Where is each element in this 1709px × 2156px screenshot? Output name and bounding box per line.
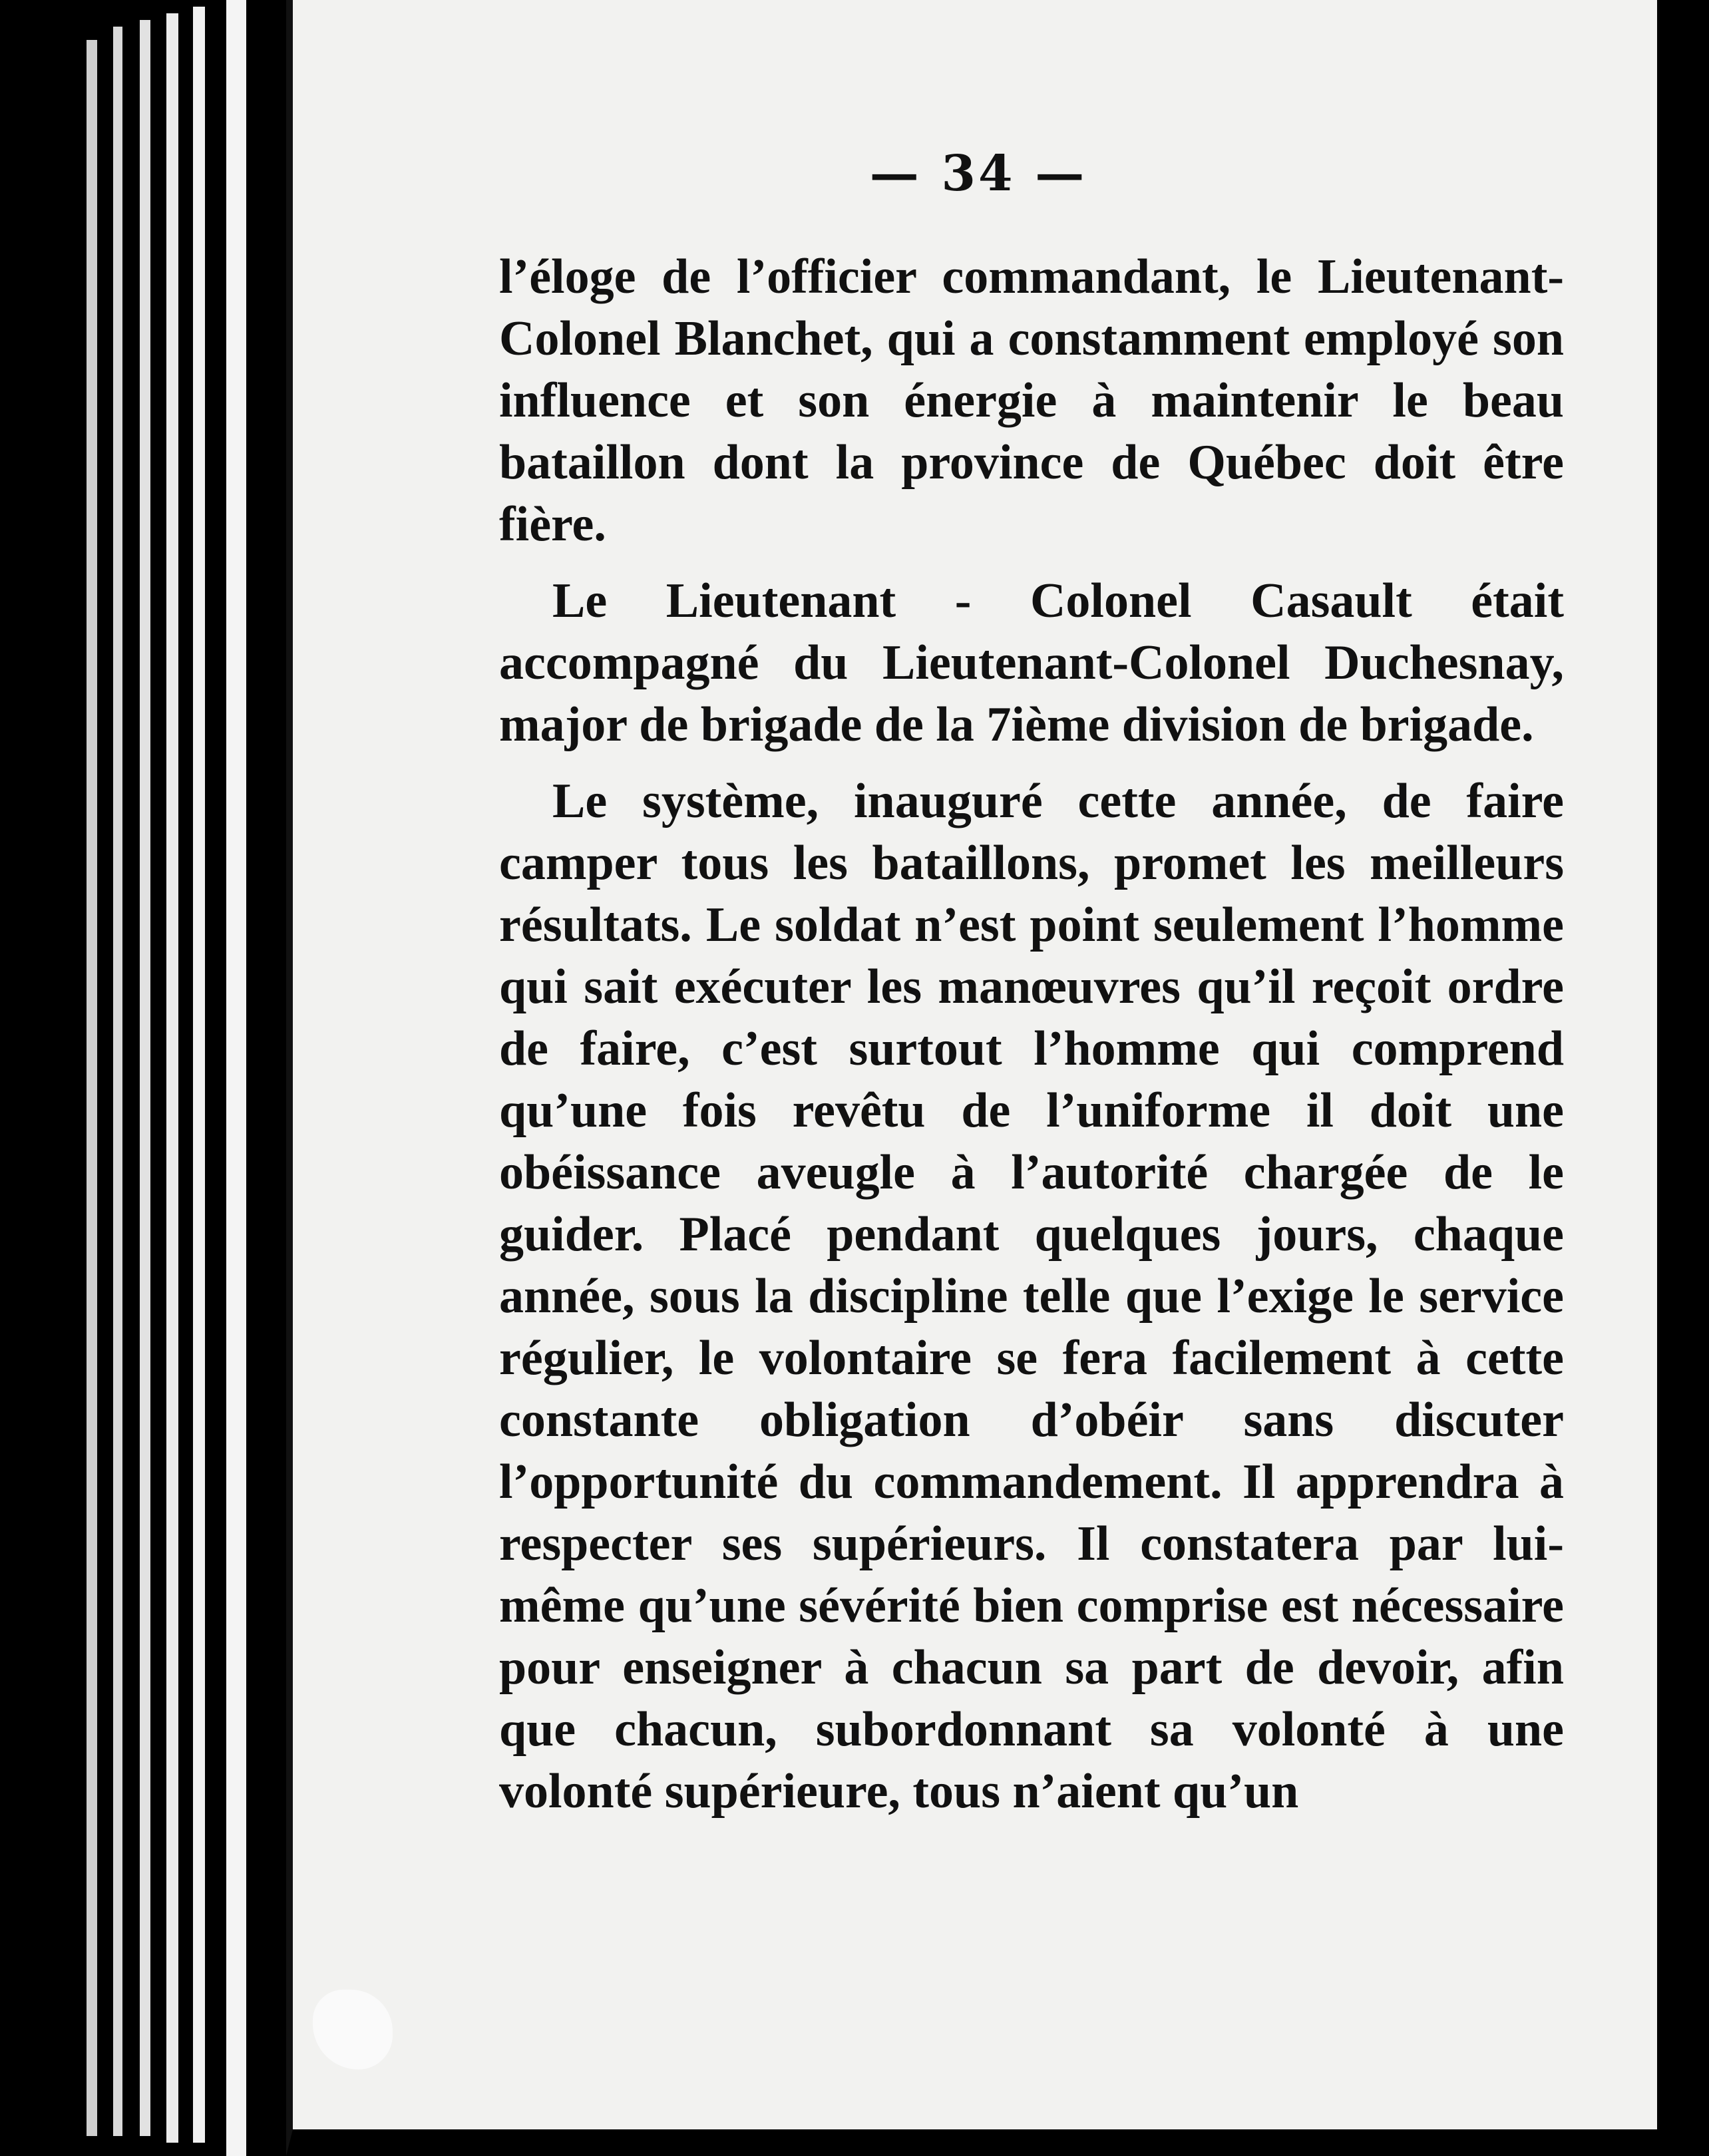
page-edge — [140, 20, 150, 2136]
paragraph: Le Lieutenant - Colonel Casault était accompagné du Lieutenant-Colonel Duchesnay, major de brigade de la 7ième division de brigade. — [499, 574, 1564, 752]
page-edge — [226, 0, 246, 2156]
film-border — [1657, 0, 1709, 2156]
paragraph: l’éloge de l’officier commandant, le Lieutenant-Colonel Blanchet, qui a constamment employé son influence et son énergie à maintenir le beau bataillon dont la province de Québec doit être fière. — [499, 250, 1564, 552]
page-edge — [113, 27, 122, 2136]
page-edge — [166, 13, 178, 2143]
page-edge — [87, 40, 97, 2136]
paragraph: Le système, inauguré cette année, de faire camper tous les bataillons, promet les meilleurs résultats. Le soldat n’est point seulement l’homme qui sait exécuter les manœuvres qu’il reçoit ordre de faire, c’est surtout l’homme qui comprend qu’une fois revêtu de l’uniforme il doit une obéissance aveugle à l’autorité chargée de le guider. Placé pendant quelques jours, chaque année, sous la discipline telle que l’exige le service régulier, le volontaire se fera facilement à cette constante obligation d’obéir sans discuter l’opportunité du commandement. Il apprendra à respecter ses supérieurs. Il constatera par lui-même qu’une sévérité bien comprise est nécessaire pour enseigner à chacun sa part de devoir, afin que chacun, subordonnant sa volonté à une volonté supérieure, tous n’aient qu’un — [499, 774, 1564, 1819]
page-edge — [193, 7, 205, 2143]
page-number: — 34 — — [869, 145, 1087, 202]
body-text — [499, 246, 1564, 1837]
book-page — [286, 0, 1664, 2156]
